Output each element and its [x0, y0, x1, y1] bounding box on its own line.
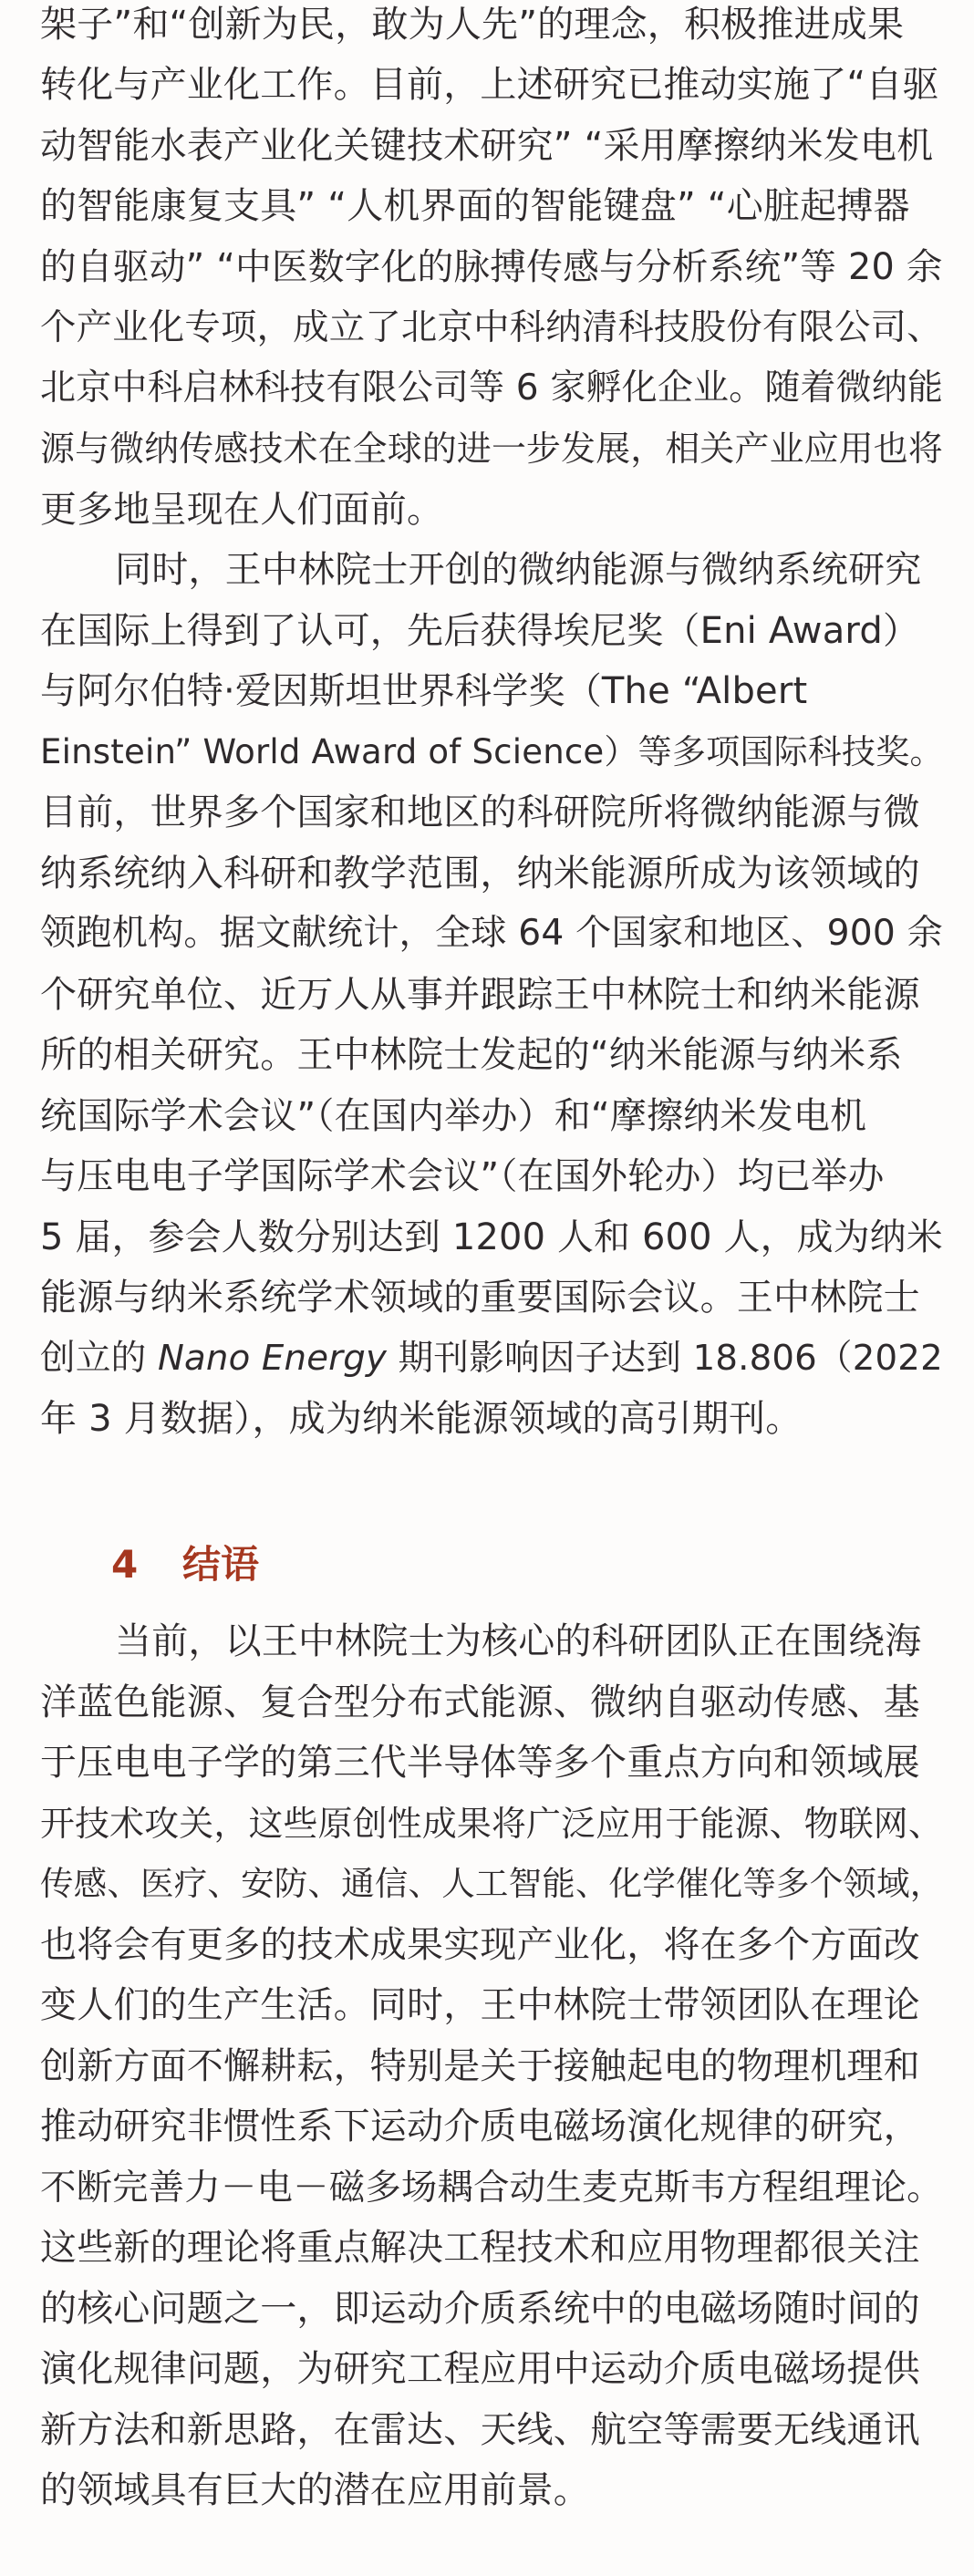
- text-line: 同时，王中林院士开创的微纳能源与微纳系统研究: [115, 549, 922, 591]
- text-line: 的领域具有巨大的潜在应用前景。: [40, 2469, 590, 2511]
- text-line: 转化与产业化工作。目前，上述研究已推动实施了“自驱: [40, 64, 939, 106]
- text-line: 北京中科启林科技有限公司等 6 家孵化企业。随着微纳能: [40, 367, 944, 409]
- text-line: 在国际上得到了认可，先后获得埃尼奖（Eni Award）: [40, 610, 920, 652]
- text-line: 统国际学术会议”（在国内举办）和“摩擦纳米发电机: [40, 1095, 867, 1137]
- text-line: Einstein” World Award of Science）等多项国际科技奖。: [40, 732, 944, 771]
- section-number: 4: [111, 1542, 139, 1587]
- text-line: 也将会有更多的技术成果实现产业化，将在多个方面改: [40, 1924, 920, 1966]
- text-line: 变人们的生产生活。同时，王中林院士带领团队在理论: [40, 1984, 920, 2026]
- text-line: 年 3 月数据），成为纳米能源领域的高引期刊。: [40, 1398, 803, 1440]
- journal-prefix: 创立的: [40, 1338, 158, 1379]
- text-line: 与压电电子学国际学术会议”（在国外轮办）均已举办: [40, 1155, 885, 1197]
- text-line: 当前，以王中林院士为核心的科研团队正在围绕海: [115, 1620, 922, 1662]
- journal-suffix: 期刊影响因子达到 18.806（2022: [387, 1338, 943, 1379]
- text-line: [40, 1336, 943, 1381]
- text-line: 于压电电子学的第三代半导体等多个重点方向和领域展: [40, 1742, 920, 1784]
- journal-title: Nano Energy: [157, 1338, 388, 1379]
- text-line: 个研究单位、近万人从事并跟踪王中林院士和纳米能源: [40, 974, 920, 1016]
- text-line: 5 届，参会人数分别达到 1200 人和 600 人，成为纳米: [40, 1216, 943, 1258]
- text-line: 新方法和新思路，在雷达、天线、航空等需要无线通讯: [40, 2409, 920, 2451]
- text-line: 推动研究非惯性系下运动介质电磁场演化规律的研究，: [40, 2105, 920, 2147]
- text-line: 创新方面不懈耕耘，特别是关于接触起电的物理机理和: [40, 2045, 920, 2087]
- text-line: 纳系统纳入科研和教学范围，纳米能源所成为该领域的: [40, 853, 920, 895]
- text-line: 源与微纳传感技术在全球的进一步发展，相关产业应用也将: [40, 429, 943, 469]
- text-line: 传感、医疗、安防、通信、人工智能、化学催化等多个领域，: [40, 1864, 944, 1903]
- text-line: 开技术攻关，这些原创性成果将广泛应用于能源、物联网、: [40, 1804, 943, 1844]
- text-line: 的自驱动” “中医数字化的脉搏传感与分析系统”等 20 余: [40, 246, 943, 288]
- text-line: 与阿尔伯特·爱因斯坦世界科学奖（The “Albert: [40, 670, 808, 712]
- section-heading: [111, 1541, 259, 1588]
- text-line: 演化规律问题，为研究工程应用中运动介质电磁场提供: [40, 2348, 920, 2390]
- text-line: 领跑机构。据文献统计，全球 64 个国家和地区、900 余: [40, 913, 943, 954]
- text-line: 目前，世界多个国家和地区的科研院所将微纳能源与微: [40, 791, 920, 833]
- text-line: 这些新的理论将重点解决工程技术和应用物理都很关注: [40, 2227, 920, 2269]
- text-line: 不断完善力－电－磁多场耦合动生麦克斯韦方程组理论。: [40, 2167, 943, 2209]
- text-line: 动智能水表产业化关键技术研究” “采用摩擦纳米发电机: [40, 125, 934, 167]
- text-line: 能源与纳米系统学术领域的重要国际会议。王中林院士: [40, 1277, 920, 1319]
- text-line: 的智能康复支具” “人机界面的智能键盘” “心脏起搏器: [40, 185, 910, 227]
- text-line: 的核心问题之一，即运动介质系统中的电磁场随时间的: [40, 2288, 920, 2330]
- text-line: 架子”和“创新为民，敢为人先”的理念，积极推进成果: [40, 4, 905, 46]
- section-title: 结语: [182, 1542, 260, 1587]
- text-line: 洋蓝色能源、复合型分布式能源、微纳自驱动传感、基: [40, 1681, 920, 1723]
- text-line: 更多地呈现在人们面前。: [40, 489, 444, 531]
- text-line: 所的相关研究。王中林院士发起的“纳米能源与纳米系: [40, 1034, 903, 1076]
- text-line: 个产业化专项，成立了北京中科纳清科技股份有限公司、: [40, 306, 943, 348]
